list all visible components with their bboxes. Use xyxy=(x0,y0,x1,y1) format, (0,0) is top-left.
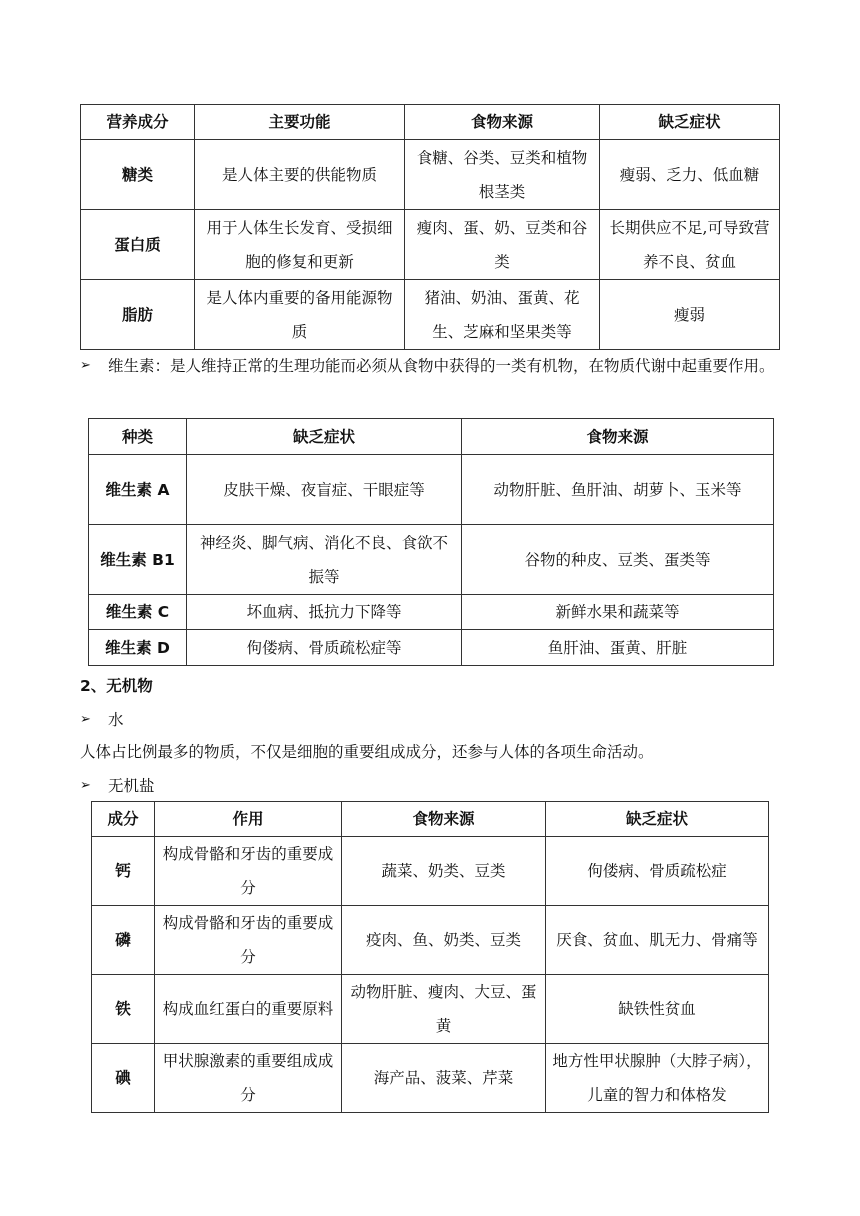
table-header: 种类 xyxy=(89,419,187,455)
bullet-arrow-icon: ➢ xyxy=(80,358,91,373)
table-cell: 脂肪 xyxy=(81,280,195,350)
table-header: 主要功能 xyxy=(195,105,405,140)
table-row xyxy=(92,1044,769,1113)
table-row xyxy=(89,595,774,630)
table-cell: 甲状腺激素的重要组成成分 xyxy=(155,1044,342,1113)
table-cell: 缺铁性贫血 xyxy=(546,975,769,1044)
table-header: 缺乏症状 xyxy=(187,419,462,455)
table-cell: 糖类 xyxy=(81,140,195,210)
table-cell: 地方性甲状腺肿（大脖子病），儿童的智力和体格发 xyxy=(546,1044,769,1113)
table-header: 缺乏症状 xyxy=(546,802,769,837)
table-header: 成分 xyxy=(92,802,155,837)
table-row xyxy=(81,210,780,280)
table-row xyxy=(81,140,780,210)
table-cell: 构成骨骼和牙齿的重要成分 xyxy=(155,906,342,975)
table-cell: 维生素 C xyxy=(89,595,187,630)
table-cell: 皮肤干燥、夜盲症、干眼症等 xyxy=(187,455,462,525)
table-cell: 瘦弱、乏力、低血糖 xyxy=(600,140,780,210)
table-cell: 厌食、贫血、肌无力、骨痛等 xyxy=(546,906,769,975)
table-cell: 新鲜水果和蔬菜等 xyxy=(462,595,774,630)
table-row xyxy=(89,630,774,666)
table-cell: 蛋白质 xyxy=(81,210,195,280)
table-cell: 蔬菜、奶类、豆类 xyxy=(342,837,546,906)
table-header: 食物来源 xyxy=(405,105,600,140)
section-heading: 2、无机物 xyxy=(80,677,153,695)
table-cell: 坏血病、抵抗力下降等 xyxy=(187,595,462,630)
table-cell: 铁 xyxy=(92,975,155,1044)
table-cell: 佝偻病、骨质疏松症 xyxy=(546,837,769,906)
table-cell: 海产品、菠菜、芹菜 xyxy=(342,1044,546,1113)
table-cell: 猪油、奶油、蛋黄、花生、芝麻和坚果类等 xyxy=(405,280,600,350)
table-cell: 维生素 D xyxy=(89,630,187,666)
table-cell: 神经炎、脚气病、消化不良、食欲不振等 xyxy=(187,525,462,595)
table-cell: 鱼肝油、蛋黄、肝脏 xyxy=(462,630,774,666)
nutrient-table xyxy=(80,104,780,350)
water-paragraph: 人体占比例最多的物质，不仅是细胞的重要组成成分，还参与人体的各项生命活动。 xyxy=(80,743,654,761)
table-row xyxy=(89,525,774,595)
table-cell: 瘦弱 xyxy=(600,280,780,350)
table-cell: 食糖、谷类、豆类和植物根茎类 xyxy=(405,140,600,210)
bullet-arrow-icon: ➢ xyxy=(80,778,91,793)
table-cell: 动物肝脏、瘦肉、大豆、蛋黄 xyxy=(342,975,546,1044)
table-cell: 是人体主要的供能物质 xyxy=(195,140,405,210)
table-cell: 维生素 A xyxy=(89,455,187,525)
table-header: 食物来源 xyxy=(342,802,546,837)
table-cell: 谷物的种皮、豆类、蛋类等 xyxy=(462,525,774,595)
table-row xyxy=(92,906,769,975)
bullet-arrow-icon: ➢ xyxy=(80,712,91,727)
table-cell: 是人体内重要的备用能源物质 xyxy=(195,280,405,350)
water-bullet: 水 xyxy=(108,711,124,729)
table-row xyxy=(81,280,780,350)
table-cell: 维生素 B1 xyxy=(89,525,187,595)
table-row xyxy=(89,455,774,525)
salt-bullet: 无机盐 xyxy=(108,777,155,795)
table-cell: 动物肝脏、鱼肝油、胡萝卜、玉米等 xyxy=(462,455,774,525)
table-row xyxy=(92,975,769,1044)
table-header: 营养成分 xyxy=(81,105,195,140)
table-cell: 构成血红蛋白的重要原料 xyxy=(155,975,342,1044)
table-cell: 长期供应不足,可导致营养不良、贫血 xyxy=(600,210,780,280)
table-cell: 佝偻病、骨质疏松症等 xyxy=(187,630,462,666)
table-cell: 疫肉、鱼、奶类、豆类 xyxy=(342,906,546,975)
table-cell: 用于人体生长发育、受损细胞的修复和更新 xyxy=(195,210,405,280)
table-cell: 磷 xyxy=(92,906,155,975)
table-cell: 钙 xyxy=(92,837,155,906)
table-header: 缺乏症状 xyxy=(600,105,780,140)
table-cell: 构成骨骼和牙齿的重要成分 xyxy=(155,837,342,906)
table-header: 作用 xyxy=(155,802,342,837)
vitamin-table xyxy=(88,418,774,666)
table-row xyxy=(92,837,769,906)
mineral-table xyxy=(91,801,769,1113)
table-header: 食物来源 xyxy=(462,419,774,455)
table-cell: 碘 xyxy=(92,1044,155,1113)
table-cell: 瘦肉、蛋、奶、豆类和谷类 xyxy=(405,210,600,280)
vitamin-paragraph: 维生素：是人维持正常的生理功能而必须从食物中获得的一类有机物，在物质代谢中起重要作用。 xyxy=(108,357,775,375)
